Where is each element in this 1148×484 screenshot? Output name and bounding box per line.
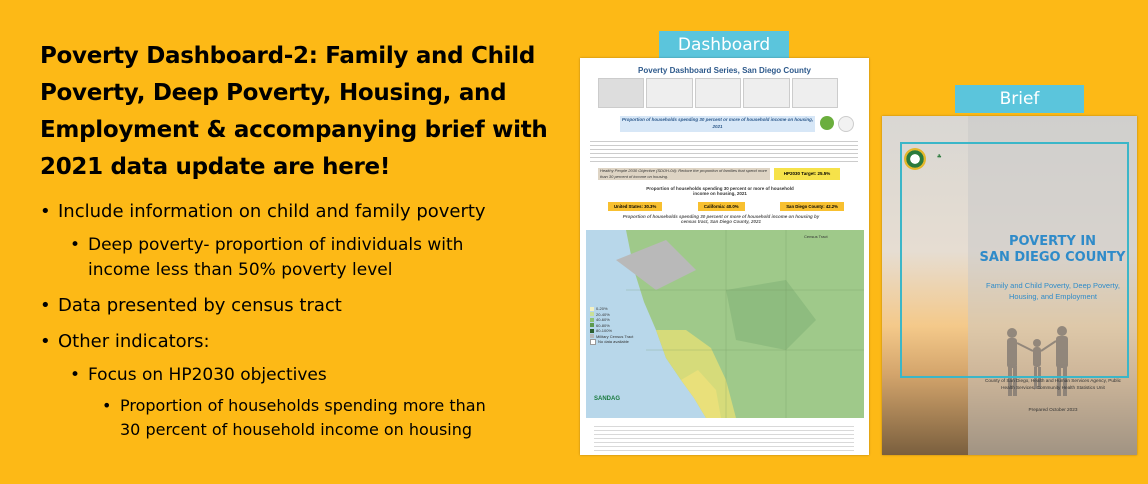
dashboard-title: Poverty Dashboard Series, San Diego County [638,66,811,75]
seal-icon [820,116,834,130]
proportion-title: Proportion of households spending 30 percent or more of household income on housing, 2021 [646,186,794,196]
legend-item: 0-20% [590,306,633,312]
brief-subtitle: Family and Child Poverty, Deep Poverty, Housing, and Employment [986,281,1120,301]
live-well-logo: ☘ [937,154,942,160]
slide-title: Poverty Dashboard-2: Family and Child Poverty, Deep Poverty, Housing, and Employment & accompanying brief with 2021 data update are here! [40,43,548,180]
dashboard-footer [594,423,854,451]
legend-item: 40-60% [590,317,633,323]
map-title: Proportion of households spending 30 percent or more of household income on housing by census tract, San Diego County, 2021 [622,214,820,224]
live-well-logo [838,116,854,132]
dashboard-tab [743,78,789,108]
legend-item: 80-100% [590,328,633,334]
sandag-logo: SANDAG [594,396,621,402]
dashboard-tab [598,78,644,108]
legend-item: No data available [590,339,633,345]
dashboard-tab [695,78,741,108]
brief-organization: County of San Diego, Health and Human Services Agency, Public Health Services, Community Health Statistics Unit [985,378,1121,390]
dashboard-tab [792,78,838,108]
dashboard-tag: Dashboard [659,31,789,59]
bullet-housing-cost-cont: 30 percent of household income on housing [120,420,473,439]
brief-title: POVERTY IN SAN DIEGO COUNTY [979,234,1126,265]
dashboard-thumbnail[interactable] [580,58,869,455]
stat-san-diego: San Diego County: 42.2% [780,202,844,211]
hp2030-target: HP2030 Target: 25.5% [774,168,840,180]
map-legend [590,306,633,345]
stat-us: United States: 30.3% [608,202,662,211]
bullet-other-indicators: • Other indicators: [40,331,210,352]
county-seal-icon [904,148,926,170]
bullet-deep-poverty-cont: income less than 50% poverty level [88,260,393,280]
bullet-census-tract: • Data presented by census tract [40,295,342,316]
bullet-hp2030: • Focus on HP2030 objectives [70,365,327,385]
intro-text-block [590,138,858,164]
dashboard-tab [646,78,692,108]
brief-thumbnail[interactable] [882,116,1137,455]
hp2030-objective: Healthy People 2030 Objective (SDOH-04): Reduce the proportion of families that spend more than 30 percent of income on housing. [598,168,770,180]
stat-row [608,202,844,211]
brief-tag: Brief [955,85,1084,113]
stat-california: California: 40.0% [698,202,745,211]
dashboard-tabs [598,78,838,108]
legend-item: Military Census Tract [590,334,633,340]
brief-date: Prepared October 2023 [1028,407,1078,412]
dashboard-panel-title: Proportion of households spending 30 percent or more of household income on housing, 2021 [620,116,815,132]
map-census-label: Census Tract [804,234,828,239]
bullet-deep-poverty: • Deep poverty- proportion of individuals with [70,235,464,255]
bullet-child-family-poverty: • Include information on child and family poverty [40,201,486,222]
legend-item: 60-80% [590,323,633,329]
bullet-housing-cost: • Proportion of households spending more than [102,396,486,415]
legend-item: 20-40% [590,312,633,318]
